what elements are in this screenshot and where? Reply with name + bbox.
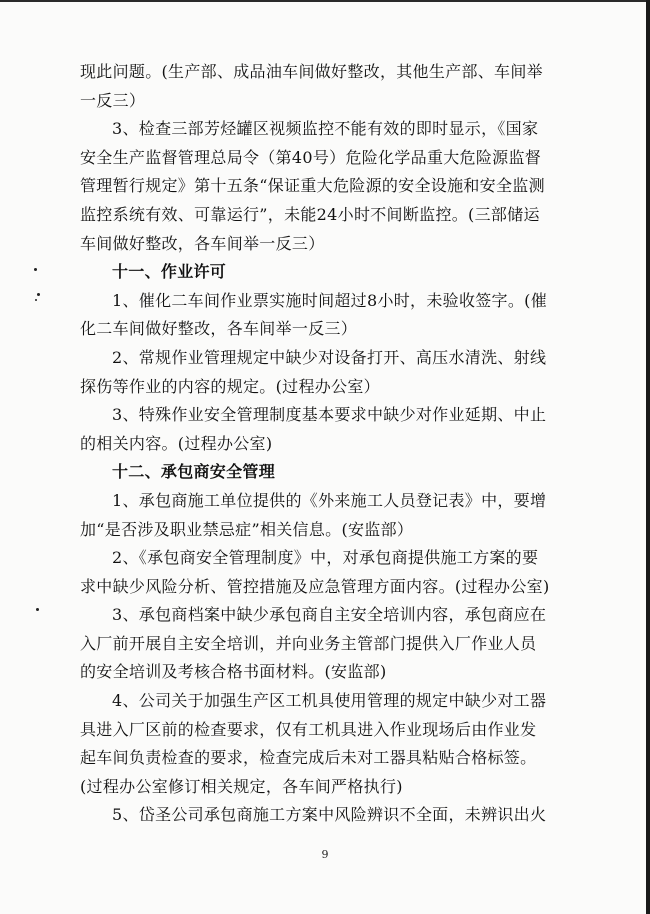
text-line: 现此问题。(生产部、成品油车间做好整改，其他生产部、车间举: [80, 62, 543, 81]
text-line: 3、承包商档案中缺少承包商自主安全培训内容，承包商应在: [112, 605, 547, 625]
text-line: 化二车间做好整改，各车间举一反三）: [80, 319, 358, 339]
text-line: (过程办公室修订相关规定，各车间严格执行): [80, 776, 403, 796]
text-line: 1、承包商施工单位提供的《外来施工人员登记表》中，要增: [112, 490, 547, 510]
text-line: 求中缺少风险分析、管控措施及应急管理方面内容。(过程办公室): [80, 576, 550, 596]
scan-right-edge: [646, 0, 650, 914]
section-heading: 十一、作业许可: [112, 262, 227, 282]
text-line: 管理暂行规定》第十五条“保证重大危险源的安全设施和安全监测: [80, 176, 545, 196]
text-line: 2、《承包商安全管理制度》中，对承包商提供施工方案的要: [112, 548, 539, 568]
margin-mark: [34, 268, 37, 271]
page-number: 9: [321, 848, 329, 861]
text-line: 1、催化二车间作业票实施时间超过8小时，未验收签字。(催: [112, 290, 548, 310]
text-line: 探伤等作业的内容的规定。(过程办公室）: [80, 376, 380, 396]
margin-mark: [36, 608, 39, 611]
text-line: 车间做好整改，各车间举一反三）: [80, 233, 325, 253]
text-line: 一反三）: [80, 90, 146, 110]
text-line: 5、岱圣公司承包商施工方案中风险辨识不全面，未辨识出火: [112, 805, 547, 825]
text-line: 起车间负责检查的要求，检查完成后未对工器具粘贴合格标签。: [80, 748, 537, 768]
text-line: 4、公司关于加强生产区工机具使用管理的规定中缺少对工器: [112, 691, 547, 711]
document-body: [80, 58, 592, 830]
text-line: 的相关内容。(过程办公室): [80, 433, 273, 453]
margin-mark: [37, 293, 40, 296]
text-line: 入厂前开展自主安全培训，并向业务主管部门提供入厂作业人员: [80, 633, 537, 653]
scan-top-edge: [0, 0, 650, 2]
section-heading: 十二、承包商安全管理: [112, 462, 276, 482]
text-line: 监控系统有效、可靠运行”，未能24小时不间断监控。(三部储运: [80, 204, 540, 224]
text-line: 的安全培训及考核合格书面材料。(安监部): [80, 662, 387, 682]
text-line: 安全生产监督管理总局令（第40号）危险化学品重大危险源监督: [80, 147, 542, 167]
text-line: 2、常规作业管理规定中缺少对设备打开、高压水清洗、射线: [112, 347, 547, 367]
text-line: 3、特殊作业安全管理制度基本要求中缺少对作业延期、中止: [112, 405, 547, 425]
text-line: 3、检查三部芳烃罐区视频监控不能有效的即时显示，《国家: [112, 119, 539, 139]
text-line: 加“是否涉及职业禁忌症”相关信息。(安监部）: [80, 519, 414, 539]
text-line: 具进入厂区前的检查要求，仅有工机具进入作业现场后由作业发: [80, 719, 537, 739]
margin-mark: [35, 299, 37, 301]
